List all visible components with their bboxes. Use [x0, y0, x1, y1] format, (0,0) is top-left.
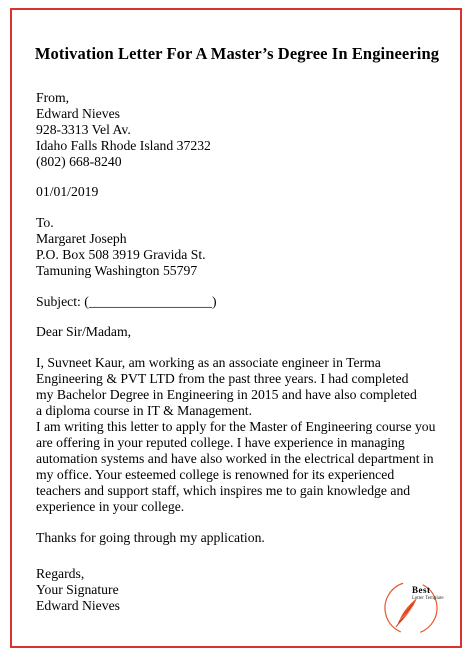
to-label: To.: [36, 215, 54, 230]
logo-text-best: Best: [412, 585, 431, 595]
letter-title: Motivation Letter For A Master’s Degree In Engineering: [34, 44, 440, 63]
signature-placeholder: Your Signature: [36, 582, 119, 597]
sender-address-1: 928-3313 Vel Av.: [36, 122, 131, 137]
body-line: automation systems and have also worked in the electrical department in: [36, 451, 434, 466]
best-letter-template-logo: [383, 580, 439, 636]
recipient-name: Margaret Joseph: [36, 231, 127, 246]
subject-line: Subject: (__________________): [36, 294, 217, 309]
body-line: experience in your college.: [36, 499, 185, 514]
regards: Regards,: [36, 566, 85, 581]
body-line: Engineering & PVT LTD from the past three years. I had completed: [36, 371, 409, 386]
letter-date: 01/01/2019: [36, 184, 99, 199]
body-line: a diploma course in IT & Management.: [36, 403, 253, 418]
sender-phone: (802) 668-8240: [36, 154, 122, 169]
salutation: Dear Sir/Madam,: [36, 324, 132, 339]
body-line: teachers and support staff, which inspires me to gain knowledge and: [36, 483, 411, 498]
from-label: From,: [36, 90, 70, 105]
body-line: are offering in your reputed college. I have experience in managing: [36, 435, 405, 450]
sender-address-2: Idaho Falls Rhode Island 37232: [36, 138, 211, 153]
sender-name: Edward Nieves: [36, 106, 120, 121]
body-line: my office. Your esteemed college is renowned for its experienced: [36, 467, 395, 482]
body-line: I am writing this letter to apply for the Master of Engineering course you: [36, 419, 436, 434]
logo-text-letter-template: Letter Template: [412, 596, 444, 601]
recipient-address-1: P.O. Box 508 3919 Gravida St.: [36, 247, 206, 262]
recipient-address-2: Tamuning Washington 55797: [36, 263, 198, 278]
signer-name: Edward Nieves: [36, 598, 120, 613]
body-line: my Bachelor Degree in Engineering in 2015 and have also completed: [36, 387, 417, 402]
feather-quill-icon: [396, 598, 417, 627]
body-line: I, Suvneet Kaur, am working as an associate engineer in Terma: [36, 355, 381, 370]
closing-thanks: Thanks for going through my application.: [36, 530, 265, 545]
